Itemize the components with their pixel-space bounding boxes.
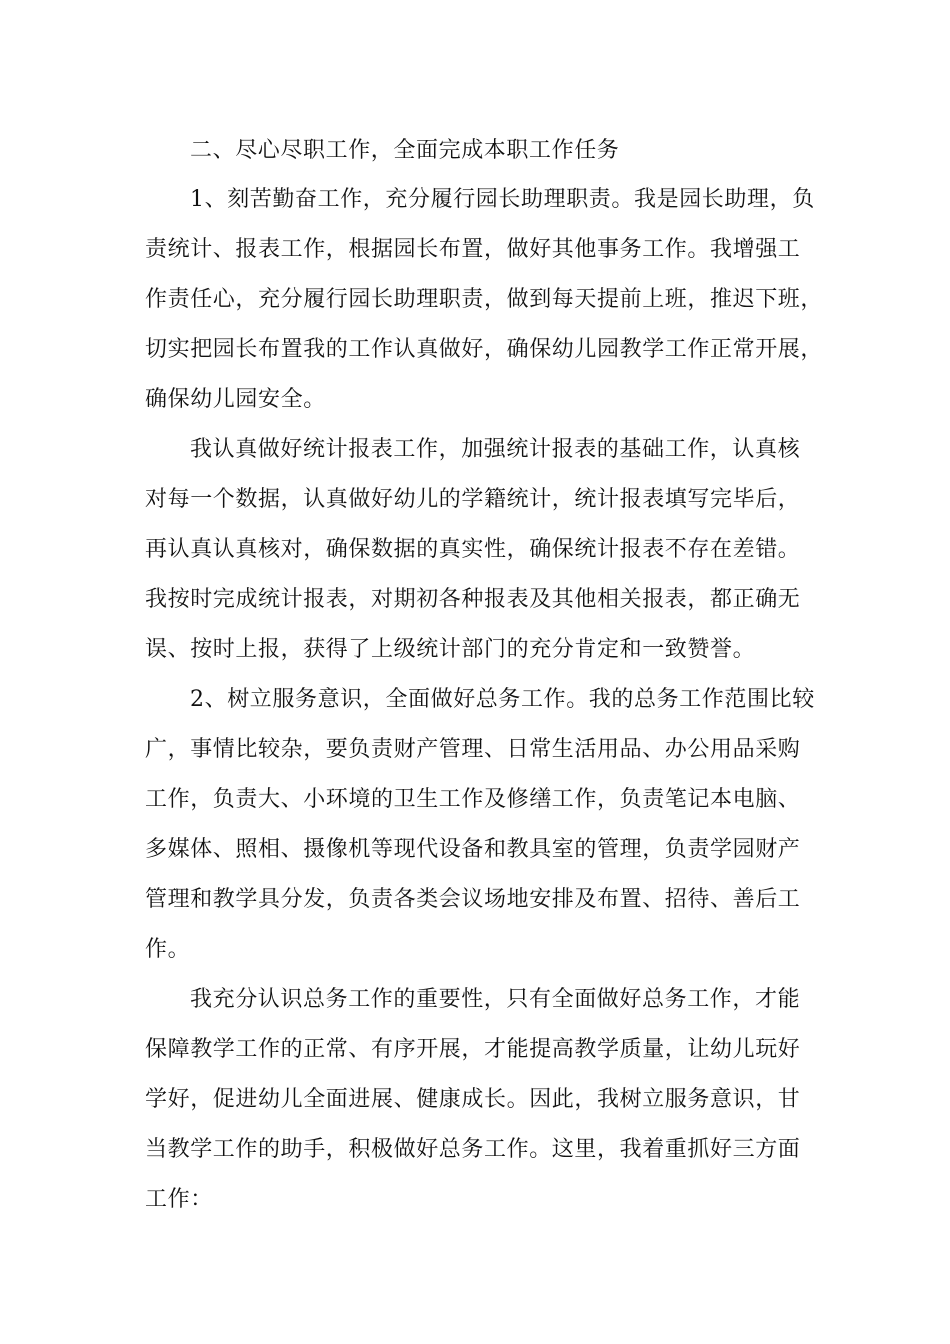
paragraph-line: 广，事情比较杂，要负责财产管理、日常生活用品、办公用品采购 [145, 737, 801, 762]
paragraph-line: 多媒体、照相、摄像机等现代设备和教具室的管理，负责学园财产 [145, 837, 801, 862]
paragraph-line: 责统计、报表工作，根据园长布置，做好其他事务工作。我增强工 [145, 237, 801, 262]
paragraph-line: 学好，促进幼儿全面进展、健康成长。因此，我树立服务意识，甘 [145, 1087, 801, 1112]
paragraph-line: 我充分认识总务工作的重要性，只有全面做好总务工作，才能 [190, 987, 801, 1012]
paragraph-line: 确保幼儿园安全。 [145, 387, 326, 412]
paragraph-line: 作责任心，充分履行园长助理职责，做到每天提前上班，推迟下班， [145, 287, 824, 312]
paragraph-line: 再认真认真核对，确保数据的真实性，确保统计报表不存在差错。 [145, 537, 801, 562]
paragraph-line: 对每一个数据，认真做好幼儿的学籍统计，统计报表填写完毕后， [145, 487, 801, 512]
section-heading: 二、尽心尽职工作，全面完成本职工作任务 [190, 138, 620, 163]
paragraph-line: 当教学工作的助手，积极做好总务工作。这里，我着重抓好三方面 [145, 1137, 801, 1162]
paragraph-line: 工作，负责大、小环境的卫生工作及修缮工作，负责笔记本电脑、 [145, 787, 801, 812]
paragraph-line: 管理和教学具分发，负责各类会议场地安排及布置、招待、善后工 [145, 887, 801, 912]
paragraph-line: 我按时完成统计报表，对期初各种报表及其他相关报表，都正确无 [145, 587, 801, 612]
paragraph-line: 我认真做好统计报表工作，加强统计报表的基础工作，认真核 [190, 437, 801, 462]
paragraph-line: 误、按时上报，获得了上级统计部门的充分肯定和一致赞誉。 [145, 637, 756, 662]
paragraph-line: 工作： [145, 1187, 213, 1212]
paragraph-line: 1、刻苦勤奋工作，充分履行园长助理职责。我是园长助理，负 [190, 187, 815, 212]
paragraph-line: 切实把园长布置我的工作认真做好，确保幼儿园教学工作正常开展， [145, 337, 824, 362]
paragraph-line: 2、树立服务意识，全面做好总务工作。我的总务工作范围比较 [190, 687, 815, 712]
paragraph-line: 作。 [145, 937, 191, 962]
paragraph-line: 保障教学工作的正常、有序开展，才能提高教学质量，让幼儿玩好 [145, 1037, 801, 1062]
